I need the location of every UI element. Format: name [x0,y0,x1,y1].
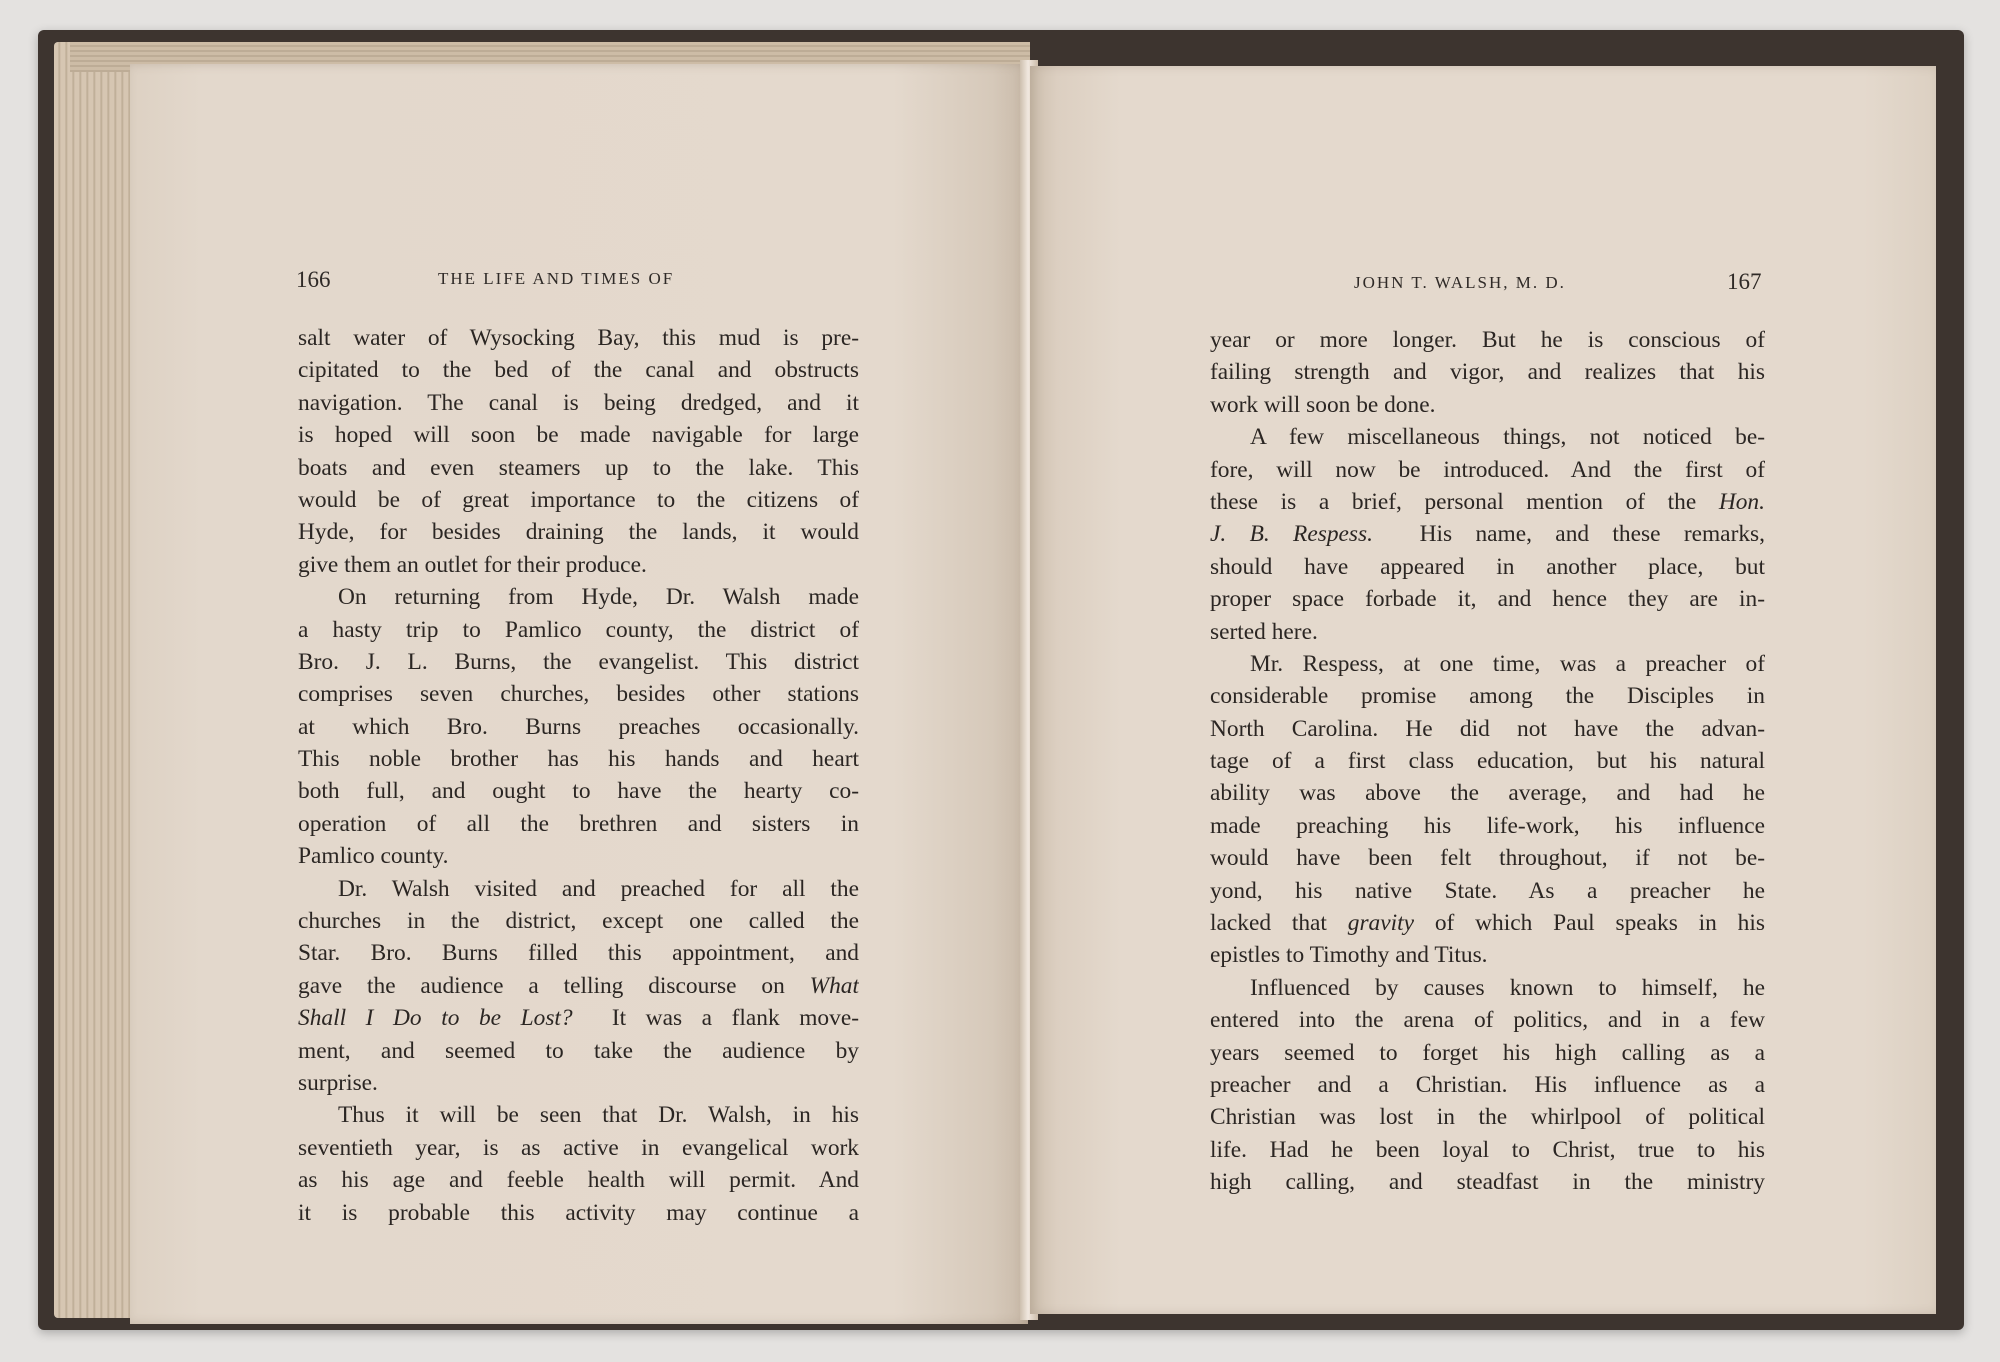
text-line: Hyde, for besides draining the lands, it would [298,519,859,546]
italic-name: Hon. [1718,488,1765,515]
text-line: North Carolina. He did not have the advan- [1210,715,1765,742]
text-line [1210,486,1765,518]
text-line: Pamlico county. [298,843,449,870]
text-line: Christian was lost in the whirlpool of political [1210,1104,1765,1131]
text-line: as his age and feeble health will permit. And [298,1167,859,1194]
text-line: tage of a first class education, but his natural [1210,748,1765,775]
text-line: seventieth year, is as active in evangelical work [298,1134,859,1161]
text-line: ability was above the average, and had he [1210,780,1765,807]
text-segment: these is a brief, personal mention of the [1210,488,1697,515]
text-line: operation of all the brethren and sisters in [298,810,859,837]
text-line: Bro. J. L. Burns, the evangelist. This district [298,648,859,675]
text-line: salt water of Wysocking Bay, this mud is pre- [298,325,859,351]
text-line: epistles to Timothy and Titus. [1210,942,1488,969]
text-line: serted here. [1210,618,1318,645]
text-line [1210,518,1765,550]
text-line [1210,907,1765,939]
text-line: preacher and a Christian. His influence as a [1210,1071,1765,1098]
text-line: churches in the district, except one called the [298,908,859,935]
text-line: yond, his native State. As a preacher he [1210,877,1765,904]
right-page [1030,66,1936,1314]
italic-name: J. B. Respess. [1210,521,1373,548]
text-line: fore, will now be introduced. And the first of [1210,456,1765,483]
text-line: give them an outlet for their produce. [298,551,647,578]
text-line: work will soon be done. [1210,391,1436,418]
left-page [130,64,1028,1324]
page-edges-left [54,42,134,1318]
text-line: both full, and ought to have the hearty co- [298,778,859,805]
left-running-head: THE LIFE AND TIMES OF [438,269,675,288]
text-line: Mr. Respess, at one time, was a preacher of [1250,650,1765,677]
text-segment: of which Paul speaks in his [1434,910,1765,937]
text-line: made preaching his life-work, his influence [1210,812,1765,839]
text-line: entered into the arena of politics, and in a few [1210,1007,1765,1034]
text-line [298,970,859,1002]
text-segment: gave the audience a telling discourse on [298,972,785,999]
text-line [298,1002,859,1034]
text-segment: It was a flank move- [611,1005,859,1032]
text-line: should have appeared in another place, but [1210,553,1765,580]
right-page-number: 167 [1727,269,1762,294]
text-line: ment, and seemed to take the audience by [298,1037,859,1064]
text-line: considerable promise among the Disciples in [1210,683,1765,710]
text-line: would have been felt throughout, if not be- [1210,845,1765,872]
italic-title: What [809,972,859,999]
text-line: failing strength and vigor, and realizes that his [1210,359,1765,386]
text-segment: His name, and these remarks, [1419,521,1765,548]
text-line: cipitated to the bed of the canal and obstructs [298,357,859,384]
left-page-number: 166 [296,267,331,292]
text-segment: lacked that [1210,910,1327,937]
italic-word: gravity [1347,910,1415,937]
text-line: Star. Bro. Burns filled this appointment, and [298,940,859,967]
text-line: years seemed to forget his high calling as a [1210,1039,1765,1066]
text-line: A few miscellaneous things, not noticed be- [1250,424,1765,451]
text-line: life. Had he been loyal to Christ, true to his [1210,1136,1765,1163]
text-line: surprise. [298,1069,378,1096]
text-line: it is probable this activity may continue a [298,1199,859,1226]
left-body-text [298,322,859,1229]
text-line: year or more longer. But he is conscious of [1210,327,1765,353]
italic-title: Shall I Do to be Lost? [298,1005,573,1032]
text-line: a hasty trip to Pamlico county, the district of [298,616,859,643]
text-line: at which Bro. Burns preaches occasionally. [298,713,859,740]
text-line: would be of great importance to the citizens of [298,486,859,513]
text-line: On returning from Hyde, Dr. Walsh made [338,584,859,611]
text-line: boats and even steamers up to the lake. This [298,454,859,481]
text-line: Influenced by causes known to himself, he [1250,974,1765,1001]
text-line: high calling, and steadfast in the ministry [1210,1169,1765,1196]
right-body-text [1210,324,1765,1199]
text-line: This noble brother has his hands and heart [298,746,859,773]
text-line: proper space forbade it, and hence they are in- [1210,586,1765,613]
text-line: Dr. Walsh visited and preached for all the [338,875,859,902]
text-line: Thus it will be seen that Dr. Walsh, in his [338,1102,859,1129]
text-line: is hoped will soon be made navigable for large [298,422,859,449]
right-running-head: JOHN T. WALSH, M. D. [1354,273,1566,292]
text-line: navigation. The canal is being dredged, and it [298,389,859,416]
text-line: comprises seven churches, besides other stations [298,681,859,708]
